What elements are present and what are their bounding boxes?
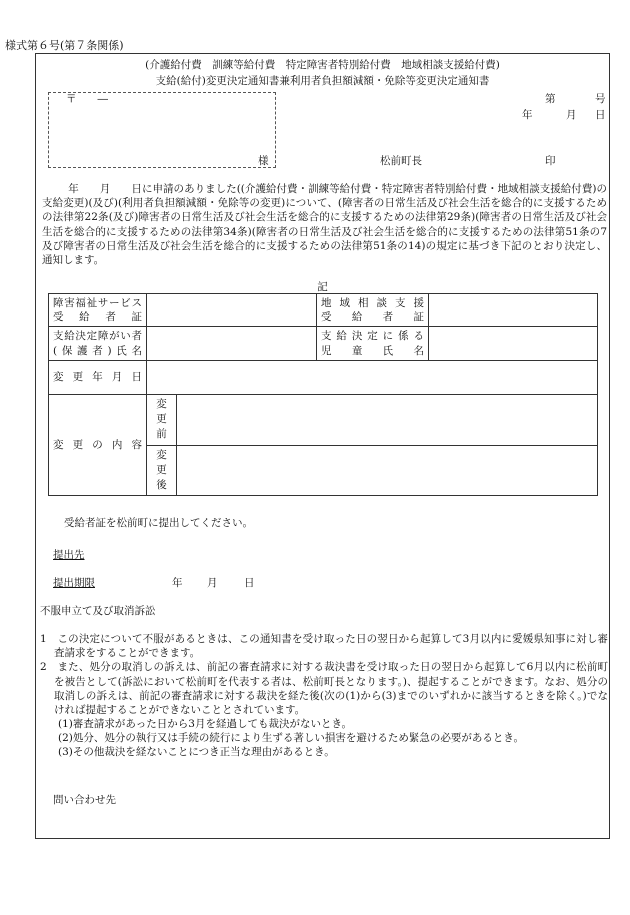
value-child-name [429,327,598,361]
appeal-heading: 不服申立て及び取消訴訟 [40,605,156,617]
value-after-change [177,445,598,496]
deadline-day: 日 [244,577,255,589]
label-consult-cert: 地域相談支援 受給者証 [317,294,429,327]
label-after-change: 変 更 後 [147,445,177,496]
appeal-sub-item: (2)処分、処分の執行又は手続の続行により生ずる著しい損害を避けるため緊急の必要があるとき。 [58,732,524,745]
postal-mark: 〒 ― [66,93,108,105]
ki-label: 記 [317,281,328,293]
date-month: 月 [566,109,577,121]
appeal-sub-item: (1)審査請求があった日から3月を経過しても裁決がないとき。 [58,718,353,731]
number-dai: 第 [545,93,556,105]
label-before-change: 変 更 前 [147,395,177,446]
appeal-item: 1 この決定について不服があるときは、この通知書を受け取った日の翌日から起算して3月以内に愛媛県知事に対し審査請求をすることができます。 [40,633,608,660]
deadline-month: 月 [207,577,218,589]
info-table [48,293,598,496]
label-change-content: 変更の内容 [49,395,147,496]
submission-deadline: 提出期限 [53,577,95,589]
deadline-year: 年 [172,577,183,589]
appeal-sub-item: (3)その他裁決を経ないことにつき正当な理由があるとき。 [58,746,335,759]
honorific: 様 [258,155,269,167]
value-recipient-name [147,327,317,361]
label-child-name: 支給決定に係る 児童氏名 [317,327,429,361]
number-go: 号 [595,93,606,105]
body-paragraph: 年 月 日に申請のありました((介護給付費・訓練等給付費・特定障害者特別給付費・地域相談支援給付費)の支給変更)(及び)(利用者負担額減額・免除等の変更)について、(障害者の日常生活及び社会生活を総合的に支援するための法律第22条(及び)障害者の日常生活及び社会生活を総合的に支援するための法律第29条)(障害者の日常生活及び社会生活を総合的に支援するための法律第34条)(障害者の日常生活及び社会生活を総合的に支援するための法律第51条の7及び障害者の日常生活及び社会生活を総合的に支援するための法律第51条の14)の規定に基づき下記のとおり決定し、通知します。 [42,183,607,266]
submission-notice: 受給者証を松前町に提出してください。 [64,517,253,529]
label-service-cert: 障害福祉サービス 受給者証 [49,294,147,327]
title-line2: 支給(給付)変更決定通知書兼利用者負担額減額・免除等変更決定通知書 [155,75,490,87]
form-id: 様式第６号(第７条関係) [5,39,124,52]
date-day: 日 [595,109,606,121]
title-line1: (介護給付費 訓練等給付費 特定障害者特別給付費 地域相談支援給付費) [145,59,500,71]
date-year: 年 [522,109,533,121]
value-before-change [177,395,598,446]
value-consult-cert [429,294,598,327]
value-change-date [147,361,598,395]
label-change-date: 変更年月日 [49,361,147,395]
label-recipient-name: 支給決定障がい者 (保護者)氏名 [49,327,147,361]
seal-mark: 印 [545,155,556,167]
inquiry-label: 問い合わせ先 [53,794,116,806]
appeal-item: 2 また、処分の取消しの訴えは、前記の審査請求に対する裁決書を受け取った日の翌日から起算して6月以内に松前町を被告として(訴訟において松前町を代表する者は、松前町長となります。)、提起することができます。なお、処分の取消しの訴えは、前記の審査請求に対する裁決を経た後(次の(1)から(3)までのいずれかに該当するときを除く。)でなければ提起することができないこととされています。 [40,661,608,716]
issuer: 松前町長 [380,155,422,167]
submission-destination: 提出先 [53,549,85,561]
value-service-cert [147,294,317,327]
appeal-items [40,632,608,760]
